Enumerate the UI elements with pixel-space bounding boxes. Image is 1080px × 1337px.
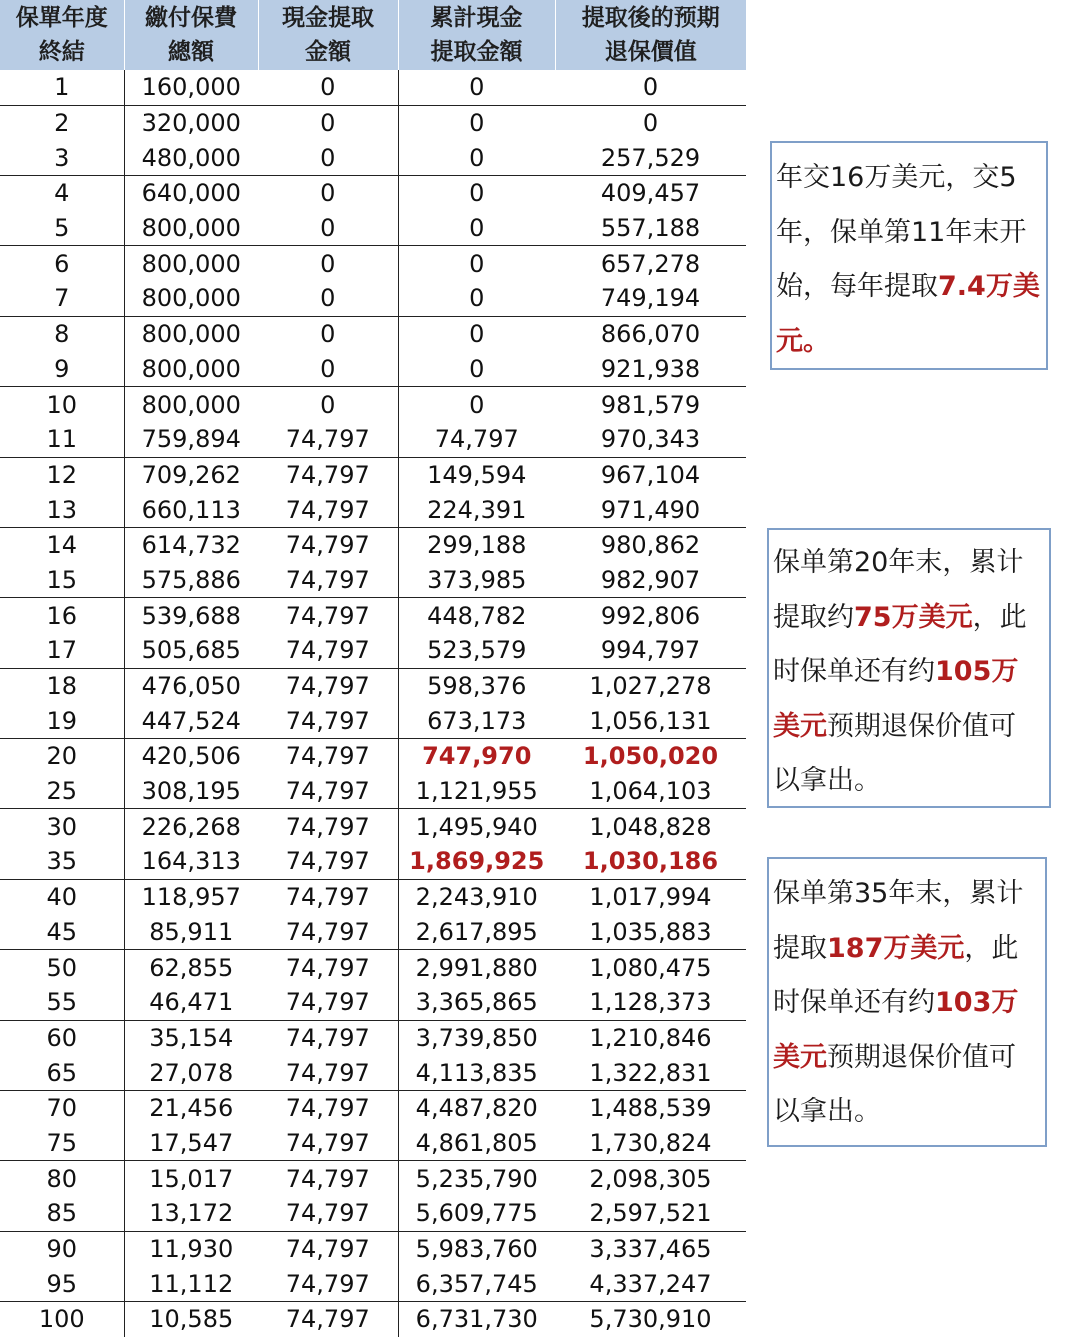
cell-cumulative-withdrawal: 2,243,910 — [415, 883, 538, 912]
table-row — [0, 1090, 746, 1125]
cell-surrender-value: 1,064,103 — [555, 774, 746, 809]
note-line: 年交16万美元，交5 — [776, 162, 1017, 193]
cell-total-premium: 85,911 — [124, 915, 258, 950]
cell-total-premium: 447,524 — [124, 703, 258, 738]
cell-policy-year: 55 — [0, 985, 124, 1020]
cell-total-premium: 476,050 — [141, 672, 241, 701]
cell-cash-withdrawal: 0 — [258, 316, 398, 351]
note-line: 提取约75万美元，此 — [773, 601, 1027, 633]
cell-surrender-value: 981,579 — [600, 390, 701, 419]
note-line: 保单第35年末，累计 — [773, 878, 1024, 909]
cell-cash-withdrawal: 74,797 — [258, 1055, 398, 1090]
table-row — [0, 387, 746, 422]
cell-surrender-value: 5,730,910 — [589, 1305, 712, 1334]
table-row — [0, 774, 746, 809]
table-row — [0, 492, 746, 527]
cell-surrender-value: 657,278 — [600, 249, 701, 278]
table-row — [0, 563, 746, 598]
table-row — [0, 211, 746, 246]
cell-surrender-value: 970,343 — [555, 422, 746, 457]
table-row — [0, 739, 746, 774]
cell-total-premium: 15,017 — [149, 1164, 234, 1193]
table-row — [0, 598, 746, 633]
table-row — [0, 985, 746, 1020]
cell-surrender-value: 257,529 — [555, 140, 746, 175]
table-row — [0, 950, 746, 985]
header-cash-withdrawal — [258, 0, 398, 70]
cell-policy-year: 50 — [0, 950, 124, 985]
cell-surrender-value: 0 — [555, 70, 746, 105]
cell-cash-withdrawal: 74,797 — [258, 492, 398, 527]
cell-policy-year: 60 — [0, 1020, 124, 1055]
note-line: 保单第20年末，累计 — [773, 547, 1024, 578]
cell-cash-withdrawal: 74,797 — [258, 1090, 398, 1125]
cell-surrender-value: 0 — [642, 109, 659, 138]
cell-total-premium: 660,113 — [124, 492, 258, 527]
cell-cumulative-withdrawal: 2,617,895 — [398, 915, 555, 950]
cell-total-premium: 614,732 — [141, 531, 241, 560]
cell-cumulative-withdrawal: 299,188 — [427, 531, 527, 560]
cell-cumulative-withdrawal: 373,985 — [398, 563, 555, 598]
table-row — [0, 915, 746, 950]
header-row — [0, 0, 746, 70]
note-line: 时保单还有约105万 — [773, 656, 1019, 687]
cell-cash-withdrawal: 74,797 — [258, 844, 398, 879]
note-line: 提取187万美元，此 — [773, 932, 1019, 964]
cell-cumulative-withdrawal: 0 — [398, 70, 555, 105]
cell-cumulative-withdrawal: 0 — [398, 281, 555, 316]
cell-surrender-value: 1,080,475 — [589, 953, 712, 982]
cell-cumulative-withdrawal: 0 — [398, 352, 555, 387]
cell-surrender-value: 2,098,305 — [589, 1164, 712, 1193]
cell-policy-year: 75 — [0, 1126, 124, 1161]
highlight-amount: 元。 — [776, 325, 830, 357]
cell-cash-withdrawal: 74,797 — [258, 1020, 398, 1055]
cell-total-premium: 46,471 — [124, 985, 258, 1020]
table-row — [0, 422, 746, 457]
table-row — [0, 668, 746, 703]
cell-cumulative-withdrawal: 598,376 — [427, 672, 527, 701]
cell-cash-withdrawal: 0 — [258, 281, 398, 316]
cell-total-premium: 62,855 — [149, 953, 234, 982]
cell-surrender-value: 1,048,828 — [589, 812, 712, 841]
cell-cumulative-withdrawal: 5,609,775 — [398, 1196, 555, 1231]
cell-policy-year: 1 — [0, 70, 124, 105]
cell-surrender-value: 1,050,020 — [582, 742, 719, 771]
cell-total-premium: 800,000 — [124, 281, 258, 316]
table-row — [0, 879, 746, 914]
cell-cumulative-withdrawal: 0 — [469, 109, 485, 138]
cell-surrender-value: 866,070 — [600, 320, 701, 349]
header-text-line: 金額 — [305, 39, 351, 65]
table-row — [0, 1231, 746, 1266]
cell-total-premium: 118,957 — [141, 883, 241, 912]
cell-surrender-value: 980,862 — [600, 531, 701, 560]
cell-cumulative-withdrawal: 4,487,820 — [415, 1094, 538, 1123]
cell-policy-year: 90 — [0, 1231, 124, 1266]
header-cumulative-withdrawal — [398, 0, 555, 70]
cell-policy-year: 2 — [0, 105, 124, 140]
cell-surrender-value: 2,597,521 — [555, 1196, 746, 1231]
table-row — [0, 105, 746, 140]
cell-cash-withdrawal: 74,797 — [258, 633, 398, 668]
cell-policy-year: 45 — [0, 915, 124, 950]
highlight-amount: 105万 — [935, 656, 1019, 687]
cell-total-premium: 13,172 — [124, 1196, 258, 1231]
highlight-amount: 187万美元 — [827, 932, 965, 964]
cell-total-premium: 575,886 — [124, 563, 258, 598]
cell-cumulative-withdrawal: 5,983,760 — [415, 1235, 538, 1264]
header-surrender-value — [555, 0, 746, 70]
note-box-withdrawal-plan — [770, 141, 1048, 370]
table-row — [0, 281, 746, 316]
header-policy-year — [0, 0, 124, 70]
cell-surrender-value: 982,907 — [555, 563, 746, 598]
cell-total-premium: 11,930 — [149, 1235, 234, 1264]
note-box-year-35 — [767, 857, 1047, 1147]
cell-cash-withdrawal: 74,797 — [258, 915, 398, 950]
cell-cumulative-withdrawal: 74,797 — [398, 422, 555, 457]
cell-policy-year: 3 — [0, 140, 124, 175]
cell-policy-year: 16 — [0, 598, 124, 633]
highlight-amount: 美元 — [773, 1041, 827, 1073]
cell-policy-year: 70 — [0, 1090, 124, 1125]
note-line: 始，每年提取7.4万美 — [776, 271, 1040, 302]
cell-total-premium: 709,262 — [141, 460, 241, 489]
cell-cumulative-withdrawal: 3,739,850 — [415, 1023, 538, 1052]
cell-surrender-value: 1,027,278 — [589, 672, 712, 701]
cell-policy-year: 8 — [0, 316, 124, 351]
cell-total-premium: 505,685 — [124, 633, 258, 668]
note-line: 美元预期退保价值可 — [773, 1041, 1016, 1073]
table-row — [0, 316, 746, 351]
cell-policy-year: 25 — [0, 774, 124, 809]
cell-cumulative-withdrawal: 0 — [469, 390, 485, 419]
highlight-amount: 75万美元 — [854, 601, 973, 633]
cell-total-premium: 800,000 — [141, 390, 241, 419]
cell-cash-withdrawal: 74,797 — [258, 1126, 398, 1161]
cell-cash-withdrawal: 74,797 — [258, 457, 398, 492]
note-line: 时保单还有约103万 — [773, 987, 1019, 1018]
cell-policy-year: 65 — [0, 1055, 124, 1090]
cell-total-premium: 800,000 — [141, 249, 241, 278]
table-row — [0, 703, 746, 738]
table-row — [0, 1161, 746, 1196]
cell-total-premium: 800,000 — [141, 320, 241, 349]
table-row — [0, 176, 746, 211]
cell-cumulative-withdrawal: 6,731,730 — [415, 1305, 538, 1334]
table-header — [0, 0, 746, 70]
cell-surrender-value: 1,017,994 — [589, 883, 712, 912]
cell-cumulative-withdrawal: 0 — [469, 179, 485, 208]
cell-cumulative-withdrawal: 4,861,805 — [398, 1126, 555, 1161]
cell-policy-year: 85 — [0, 1196, 124, 1231]
cell-cash-withdrawal: 74,797 — [258, 563, 398, 598]
cell-cumulative-withdrawal: 0 — [469, 320, 485, 349]
highlight-amount: 7.4万美 — [938, 271, 1040, 302]
cell-cumulative-withdrawal: 4,113,835 — [398, 1055, 555, 1090]
cell-total-premium: 21,456 — [149, 1094, 234, 1123]
cell-cash-withdrawal: 74,797 — [258, 1161, 398, 1196]
header-text-line: 現金提取 — [282, 5, 374, 31]
cell-cash-withdrawal: 0 — [258, 352, 398, 387]
cell-policy-year: 100 — [0, 1302, 124, 1337]
cell-total-premium: 759,894 — [124, 422, 258, 457]
cell-total-premium: 27,078 — [124, 1055, 258, 1090]
cell-cumulative-withdrawal: 0 — [469, 249, 485, 278]
cell-surrender-value: 971,490 — [555, 492, 746, 527]
cell-cumulative-withdrawal: 224,391 — [398, 492, 555, 527]
cell-policy-year: 19 — [0, 703, 124, 738]
header-text-line: 保單年度 — [15, 5, 108, 31]
table-row — [0, 246, 746, 281]
table-row — [0, 1126, 746, 1161]
cell-cash-withdrawal: 74,797 — [258, 985, 398, 1020]
note-line: 年，保单第11年末开 — [776, 216, 1027, 248]
cell-policy-year: 4 — [0, 176, 124, 211]
cell-cumulative-withdrawal: 0 — [398, 211, 555, 246]
cell-surrender-value: 409,457 — [600, 179, 701, 208]
cell-policy-year: 15 — [0, 563, 124, 598]
cell-total-premium: 17,547 — [124, 1126, 258, 1161]
cell-cash-withdrawal: 74,797 — [258, 668, 398, 703]
cell-total-premium: 35,154 — [149, 1023, 234, 1052]
cell-policy-year: 14 — [0, 527, 124, 562]
table-row — [0, 633, 746, 668]
cell-total-premium: 539,688 — [141, 601, 241, 630]
cell-policy-year: 20 — [0, 739, 124, 774]
note-line: 以拿出。 — [773, 765, 881, 796]
note-line: 以拿出。 — [773, 1096, 881, 1127]
table-row — [0, 1302, 746, 1337]
cell-cumulative-withdrawal: 1,869,925 — [398, 844, 555, 879]
table-row — [0, 844, 746, 879]
cell-cumulative-withdrawal: 448,782 — [427, 601, 527, 630]
cell-cash-withdrawal: 74,797 — [258, 1196, 398, 1231]
cell-cumulative-withdrawal: 523,579 — [398, 633, 555, 668]
cell-policy-year: 7 — [0, 281, 124, 316]
cell-cumulative-withdrawal: 747,970 — [422, 742, 532, 771]
cell-surrender-value: 1,128,373 — [555, 985, 746, 1020]
cell-total-premium: 480,000 — [124, 140, 258, 175]
cell-total-premium: 308,195 — [124, 774, 258, 809]
cell-surrender-value: 1,322,831 — [555, 1055, 746, 1090]
cell-policy-year: 18 — [0, 668, 124, 703]
cell-policy-year: 12 — [0, 457, 124, 492]
cell-cash-withdrawal: 74,797 — [258, 1266, 398, 1301]
highlight-amount: 美元 — [773, 710, 827, 742]
table-row — [0, 140, 746, 175]
note-line — [776, 315, 1042, 370]
cell-cash-withdrawal: 74,797 — [258, 774, 398, 809]
cell-cash-withdrawal: 0 — [258, 211, 398, 246]
cell-cash-withdrawal: 74,797 — [258, 950, 398, 985]
cell-policy-year: 80 — [0, 1161, 124, 1196]
cell-policy-year: 9 — [0, 352, 124, 387]
cell-surrender-value: 992,806 — [600, 601, 701, 630]
table-body — [0, 70, 746, 1337]
header-text-line: 提取金額 — [430, 39, 523, 65]
table-row — [0, 809, 746, 844]
cell-cash-withdrawal: 74,797 — [258, 1231, 398, 1266]
cell-cumulative-withdrawal: 5,235,790 — [415, 1164, 538, 1193]
header-total-premium — [124, 0, 258, 70]
table-row — [0, 70, 746, 105]
table-row — [0, 1055, 746, 1090]
table-row — [0, 352, 746, 387]
cell-policy-year: 10 — [0, 387, 124, 422]
cell-total-premium: 11,112 — [124, 1266, 258, 1301]
cell-surrender-value: 1,730,824 — [555, 1126, 746, 1161]
cell-cash-withdrawal: 74,797 — [258, 703, 398, 738]
cell-total-premium: 320,000 — [141, 109, 241, 138]
cell-cash-withdrawal: 74,797 — [258, 598, 398, 633]
cell-cash-withdrawal: 0 — [258, 70, 398, 105]
cell-surrender-value: 967,104 — [600, 460, 701, 489]
cell-policy-year: 5 — [0, 211, 124, 246]
cell-total-premium: 160,000 — [124, 70, 258, 105]
table-row — [0, 457, 746, 492]
cell-cash-withdrawal: 74,797 — [258, 527, 398, 562]
cell-surrender-value: 921,938 — [555, 352, 746, 387]
table-row — [0, 527, 746, 562]
cell-surrender-value: 557,188 — [555, 211, 746, 246]
cell-policy-year: 6 — [0, 246, 124, 281]
cell-cash-withdrawal: 74,797 — [258, 879, 398, 914]
cell-cash-withdrawal: 0 — [258, 105, 398, 140]
cell-cumulative-withdrawal: 1,121,955 — [398, 774, 555, 809]
cell-total-premium: 226,268 — [141, 812, 241, 841]
cell-cash-withdrawal: 0 — [258, 176, 398, 211]
header-text-line: 累計現金 — [430, 5, 523, 31]
cell-cumulative-withdrawal: 673,173 — [398, 703, 555, 738]
cell-surrender-value: 4,337,247 — [555, 1266, 746, 1301]
cell-policy-year: 17 — [0, 633, 124, 668]
cell-policy-year: 11 — [0, 422, 124, 457]
cell-total-premium: 420,506 — [141, 742, 241, 771]
cell-cash-withdrawal: 74,797 — [258, 422, 398, 457]
cell-surrender-value: 1,030,186 — [555, 844, 746, 879]
cell-total-premium: 800,000 — [124, 352, 258, 387]
cell-policy-year: 95 — [0, 1266, 124, 1301]
cell-policy-year: 35 — [0, 844, 124, 879]
cell-surrender-value: 994,797 — [555, 633, 746, 668]
table-row — [0, 1266, 746, 1301]
header-text-line: 總額 — [168, 39, 214, 65]
cell-surrender-value: 749,194 — [555, 281, 746, 316]
cell-cumulative-withdrawal: 6,357,745 — [398, 1266, 555, 1301]
cell-cumulative-withdrawal: 3,365,865 — [398, 985, 555, 1020]
cell-cash-withdrawal: 74,797 — [258, 1302, 398, 1337]
cell-cumulative-withdrawal: 149,594 — [427, 460, 527, 489]
cell-cash-withdrawal: 74,797 — [258, 809, 398, 844]
cell-cumulative-withdrawal: 1,495,940 — [415, 812, 538, 841]
cell-total-premium: 10,585 — [149, 1305, 234, 1334]
cell-policy-year: 13 — [0, 492, 124, 527]
header-text-line: 提取後的预期 — [581, 5, 720, 31]
cell-cumulative-withdrawal: 2,991,880 — [415, 953, 538, 982]
highlight-amount: 103万 — [935, 987, 1019, 1018]
header-text-line: 退保價值 — [604, 39, 697, 65]
cell-cumulative-withdrawal: 0 — [398, 140, 555, 175]
cell-policy-year: 30 — [0, 809, 124, 844]
cell-cash-withdrawal: 0 — [258, 140, 398, 175]
cell-surrender-value: 3,337,465 — [589, 1235, 712, 1264]
cell-total-premium: 800,000 — [124, 211, 258, 246]
cell-total-premium: 164,313 — [124, 844, 258, 879]
cell-cash-withdrawal: 74,797 — [258, 739, 398, 774]
table-row — [0, 1020, 746, 1055]
table-row — [0, 1196, 746, 1231]
cell-total-premium: 640,000 — [141, 179, 241, 208]
cell-surrender-value: 1,035,883 — [555, 915, 746, 950]
header-text-line: 終結 — [38, 39, 85, 65]
note-box-year-20 — [767, 528, 1051, 808]
cell-surrender-value: 1,488,539 — [589, 1094, 712, 1123]
cell-cash-withdrawal: 0 — [258, 246, 398, 281]
cell-surrender-value: 1,056,131 — [555, 703, 746, 738]
note-line: 美元预期退保价值可 — [773, 710, 1016, 742]
cell-policy-year: 40 — [0, 879, 124, 914]
cell-cash-withdrawal: 0 — [258, 387, 398, 422]
header-text-line: 繳付保費 — [145, 5, 237, 31]
cell-surrender-value: 1,210,846 — [589, 1023, 712, 1052]
